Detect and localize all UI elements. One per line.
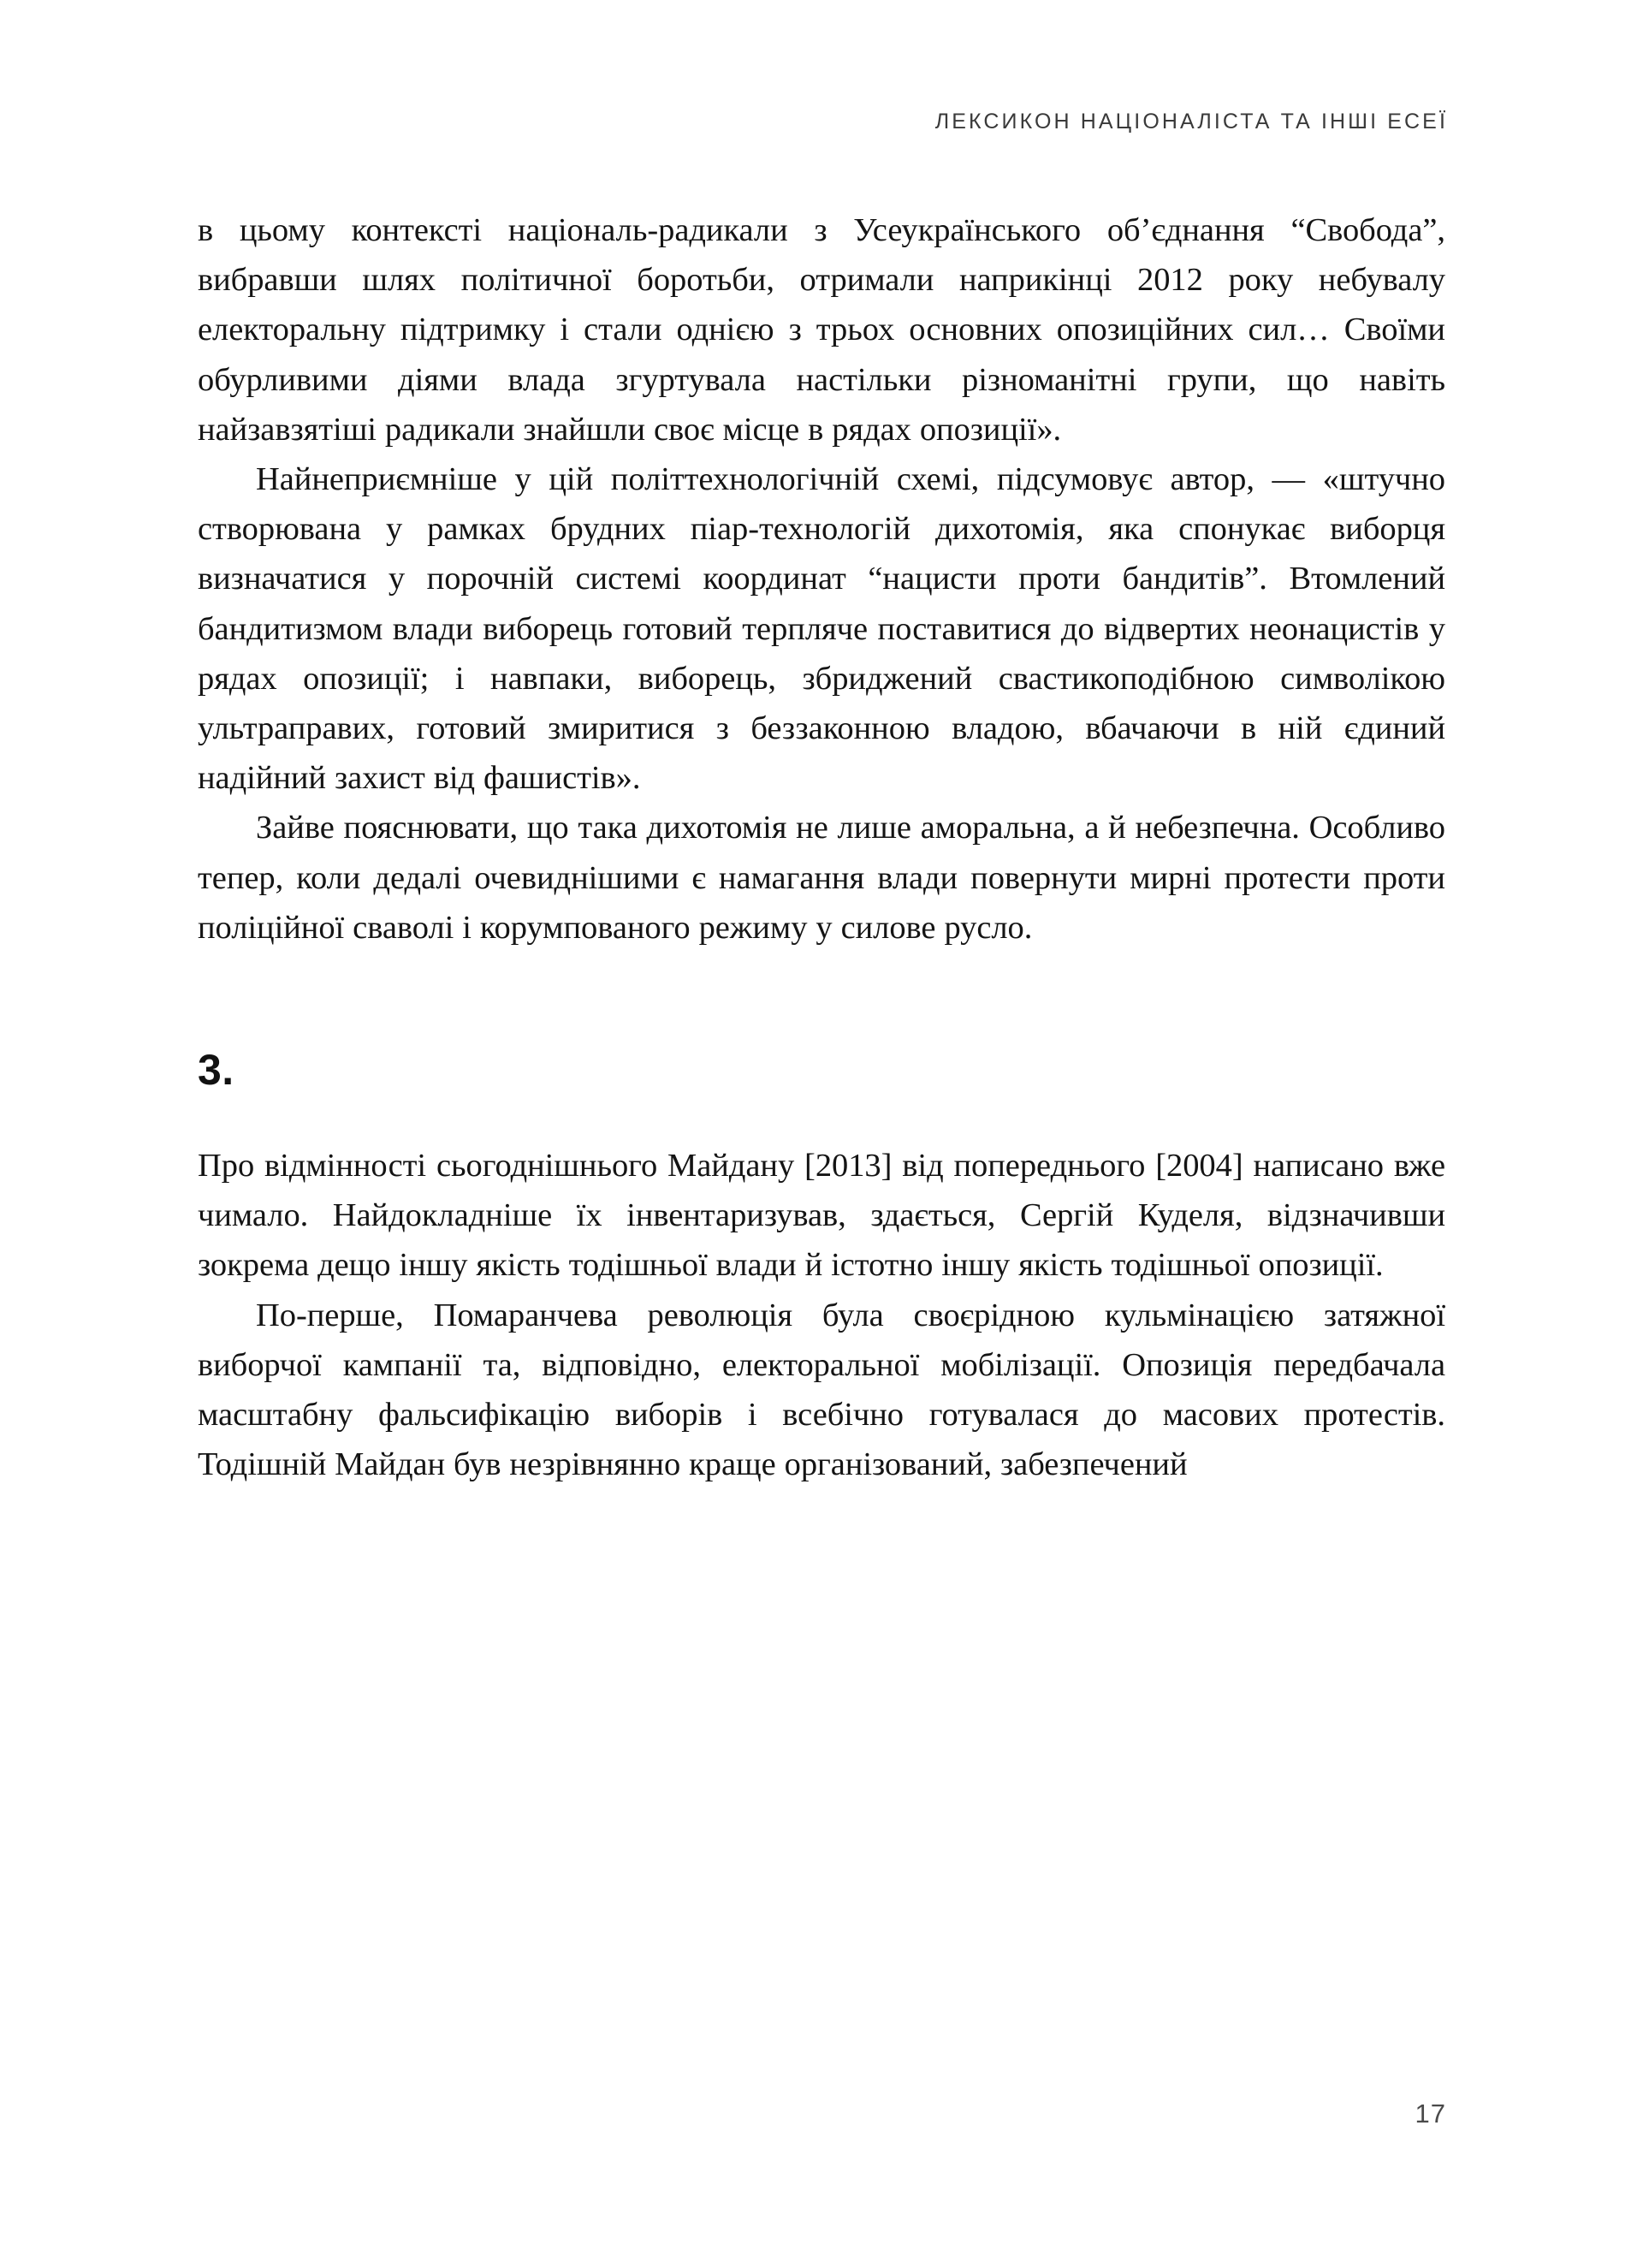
text-column [198, 205, 1445, 1489]
paragraph-4: Про відмінності сьогоднішнього Майдану [2013] від попереднього [2004] написано вже чимало. Найдокладніше їх інвентаризував, здається, Сергій Куделя, відзначивши зокрема дещо іншу якість тодішньої влади й істотно іншу якість тодішньої опозиції. [198, 1148, 1445, 1284]
spacer-after-section-heading [198, 1091, 1445, 1141]
running-head: ЛЕКСИКОН НАЦІОНАЛІСТА ТА ІНШІ ЕСЕЇ [934, 110, 1448, 134]
spacer-before-section-heading [198, 953, 1445, 1048]
page-number: 17 [1415, 2099, 1446, 2128]
paragraph-3: Зайве пояснювати, що така дихотомія не лише аморальна, а й небезпечна. Особливо тепер, коли дедалі очевиднішими є намагання влади повернути мирні протести проти поліційної сваволі і корумпованого режиму у силове русло. [198, 810, 1445, 946]
paragraph-1: в цьому контексті національ-радикали з Усеукраїнського об’єднання “Свобода”, вибравши шлях політичної боротьби, отримали наприкінці 2012 року небувалу електоральну підтримку і стали однією з трьох основних опозиційних сил… Своїми обурливими діями влада згуртувала настільки різноманітні групи, що навіть найзавзятіші радикали знайшли своє місце в рядах опозиції». [198, 212, 1445, 448]
section-number-heading: 3. [198, 1046, 234, 1095]
paragraph-2: Найнеприємніше у цій політтехнологічній схемі, підсумовує автор, — «штучно створювана у рамках брудних піар-технологій дихотомія, яка спонукає виборця визначатися у порочній системі координат “нацисти проти бандитів”. Втомлений бандитизмом влади виборець готовий терпляче поставитися до відвертих неонацистів у рядах опозиції; і навпаки, виборець, збриджений свастикоподібною символікою ультраправих, готовий змиритися з беззаконною владою, вбачаючи в ній єдиний надійний захист від фашистів». [198, 461, 1445, 797]
paragraph-5: По-перше, Помаранчева революція була своєрідною кульмінацією затяжної виборчої кампанії та, відповідно, електоральної мобілізації. Опозиція передбачала масштабну фальсифікацію виборів і всебічно готувалася до масових протестів. Тодішній Майдан був незрівнянно краще організований, забезпечений [198, 1297, 1445, 1483]
